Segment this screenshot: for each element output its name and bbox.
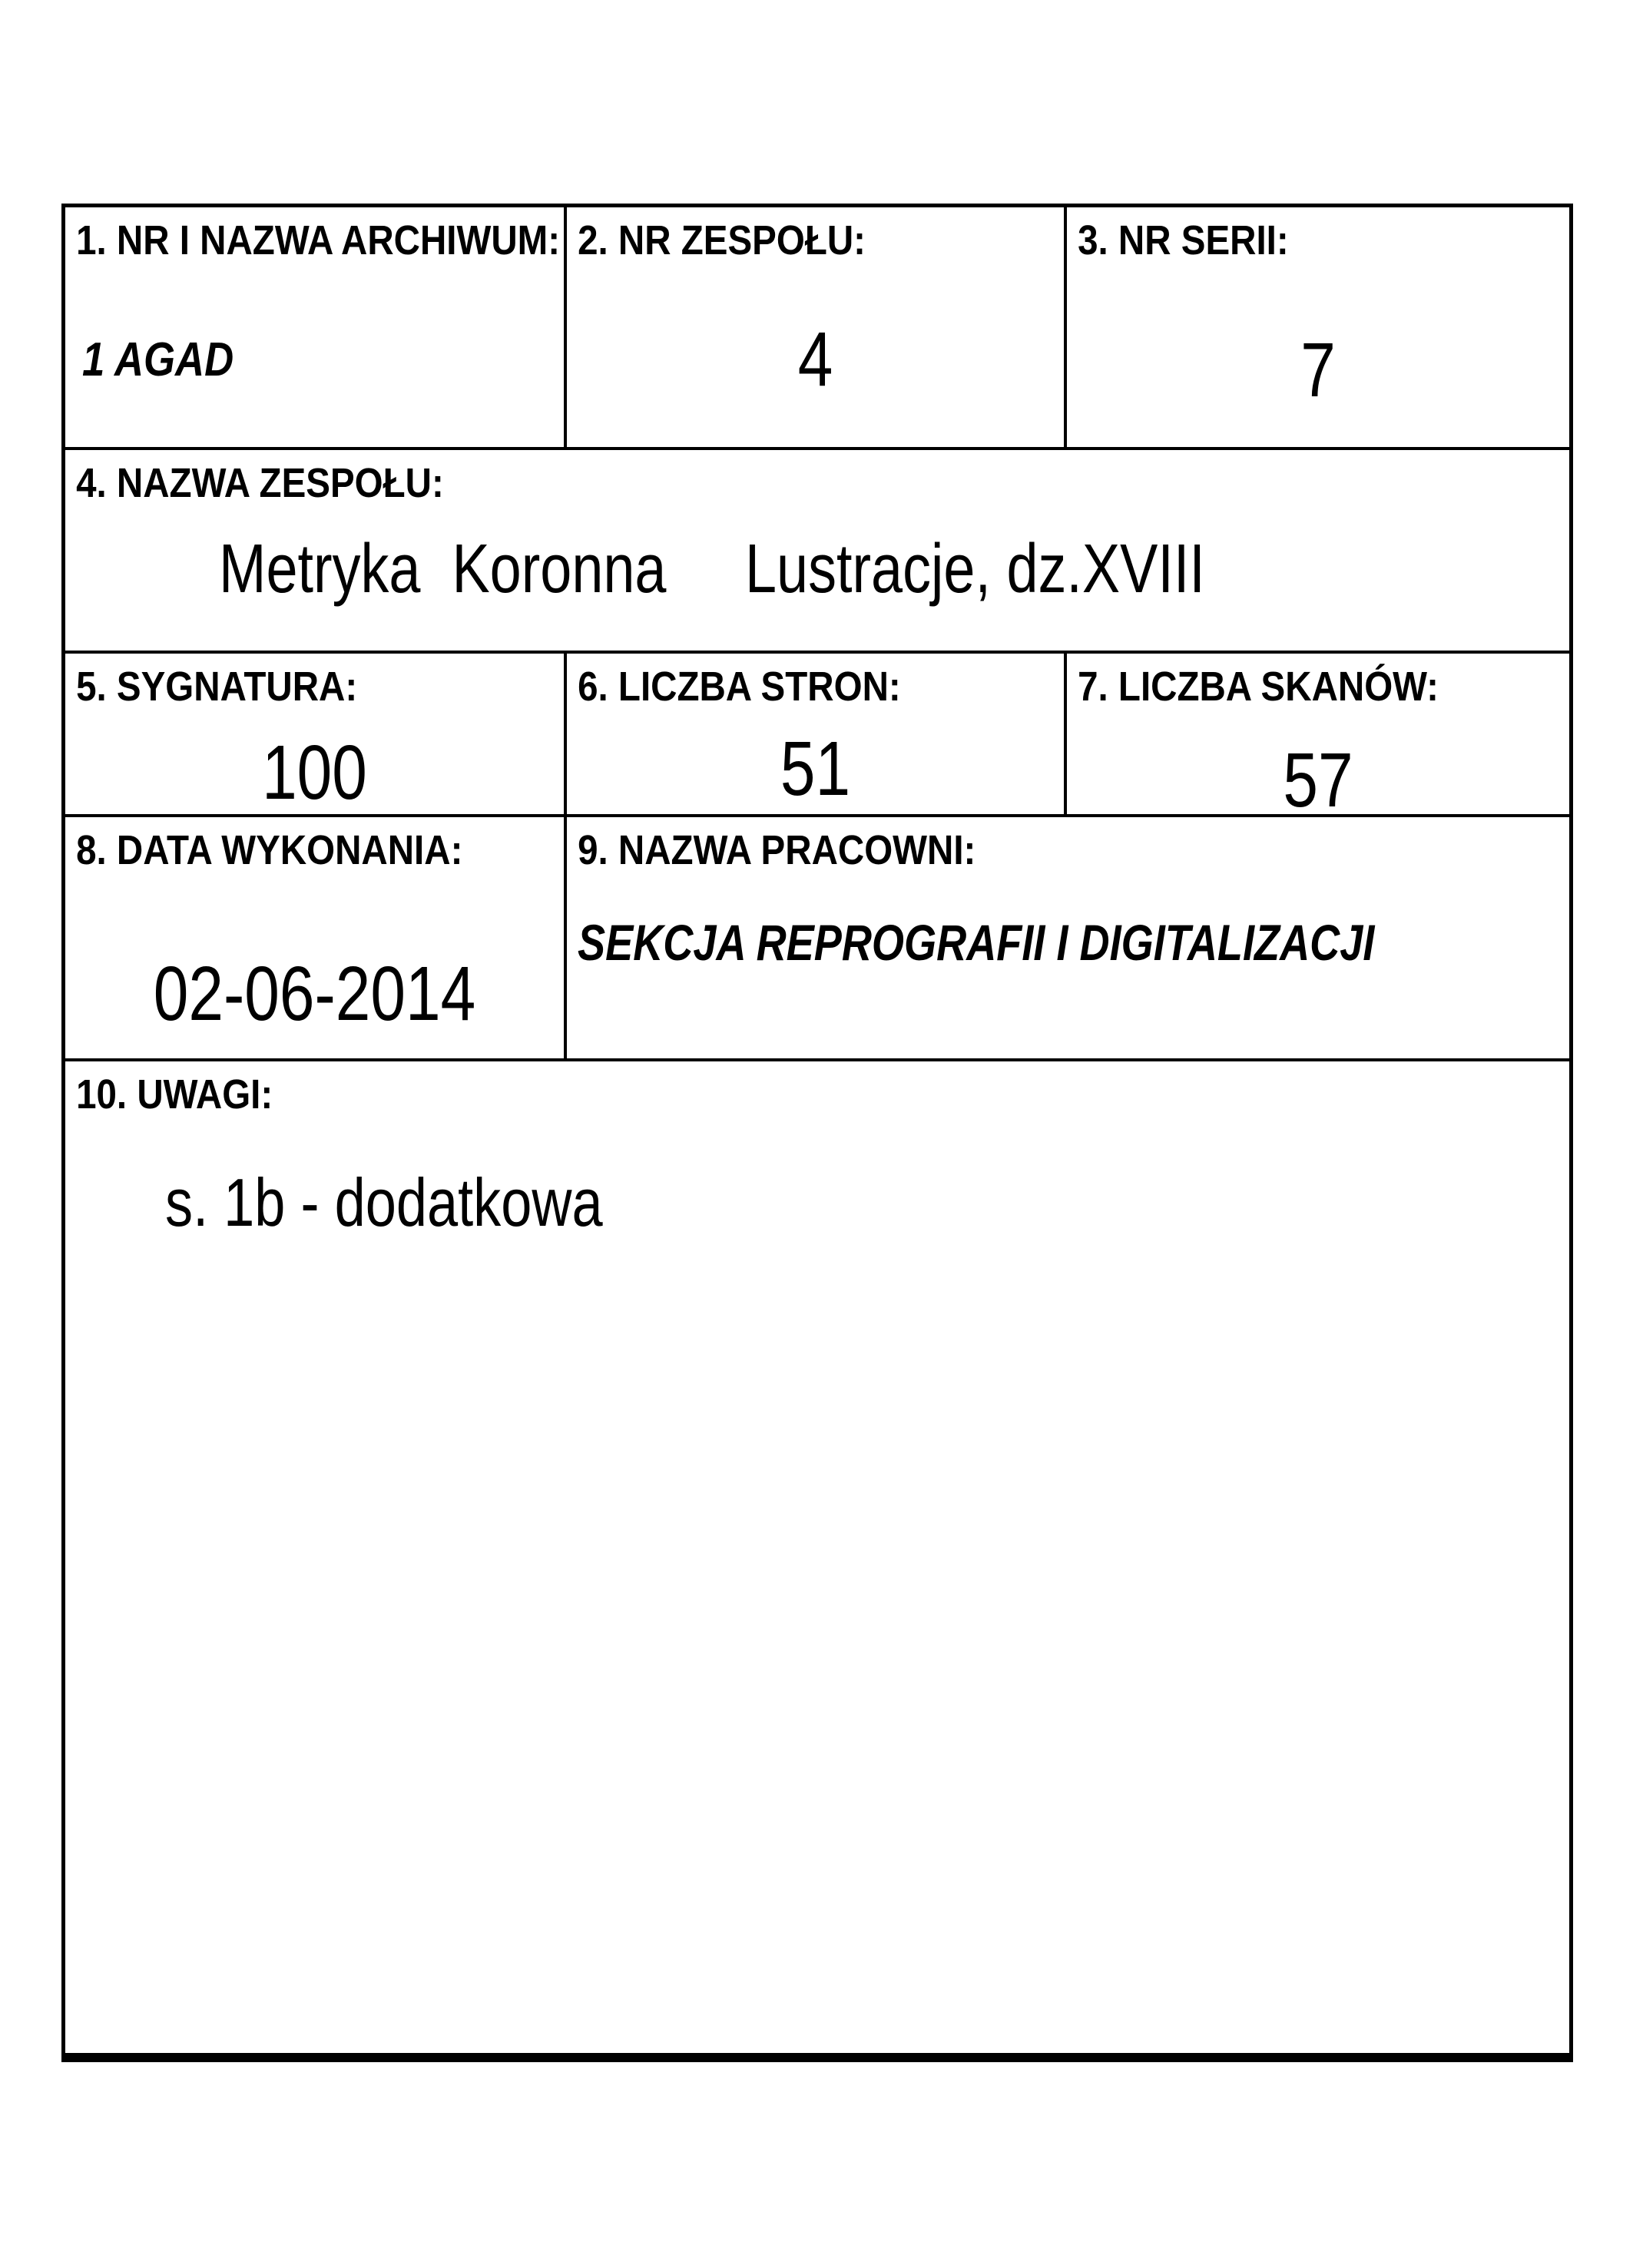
fonds-name-label: 4. NAZWA ZESPOŁU: <box>76 460 444 506</box>
workshop-label: 9. NAZWA PRACOWNI: <box>578 827 976 873</box>
archive-label: 1. NR I NAZWA ARCHIWUM: <box>76 217 561 263</box>
cell-page-count <box>567 654 1067 817</box>
cell-fonds-number <box>567 207 1067 450</box>
fonds-name-value: Metryka Koronna Lustracje, dz.XVIII <box>219 531 1205 608</box>
cell-fonds-name <box>65 450 1569 654</box>
series-number-value: 7 <box>1300 327 1336 413</box>
signature-value: 100 <box>262 730 367 816</box>
scan-date-label: 8. DATA WYKONANIA: <box>76 827 463 873</box>
cell-remarks <box>65 1061 1569 2053</box>
scan-date-value: 02-06-2014 <box>153 951 476 1037</box>
series-number-label: 3. NR SERII: <box>1078 217 1289 263</box>
cell-series-number <box>1067 207 1569 450</box>
remarks-value: s. 1b - dodatkowa <box>165 1164 603 1240</box>
scan-count-value: 57 <box>1283 737 1353 817</box>
page-count-label: 6. LICZBA STRON: <box>578 664 901 710</box>
cell-scan-count <box>1067 654 1569 817</box>
fonds-number-label: 2. NR ZESPOŁU: <box>578 217 866 263</box>
signature-label: 5. SYGNATURA: <box>76 664 358 710</box>
cell-scan-date <box>65 817 567 1061</box>
workshop-value: SEKCJA REPROGRAFII I DIGITALIZACJI <box>578 914 1375 971</box>
cell-signature <box>65 654 567 817</box>
fonds-number-value: 4 <box>797 316 833 402</box>
remarks-label: 10. UWAGI: <box>76 1071 273 1117</box>
scan-form-sheet <box>61 204 1573 2062</box>
cell-workshop <box>567 817 1569 1061</box>
scan-count-label: 7. LICZBA SKANÓW: <box>1078 664 1439 710</box>
cell-archive <box>65 207 567 450</box>
archive-value: 1 AGAD <box>82 333 234 386</box>
metadata-table <box>61 204 1573 2062</box>
page-count-value: 51 <box>780 726 851 812</box>
